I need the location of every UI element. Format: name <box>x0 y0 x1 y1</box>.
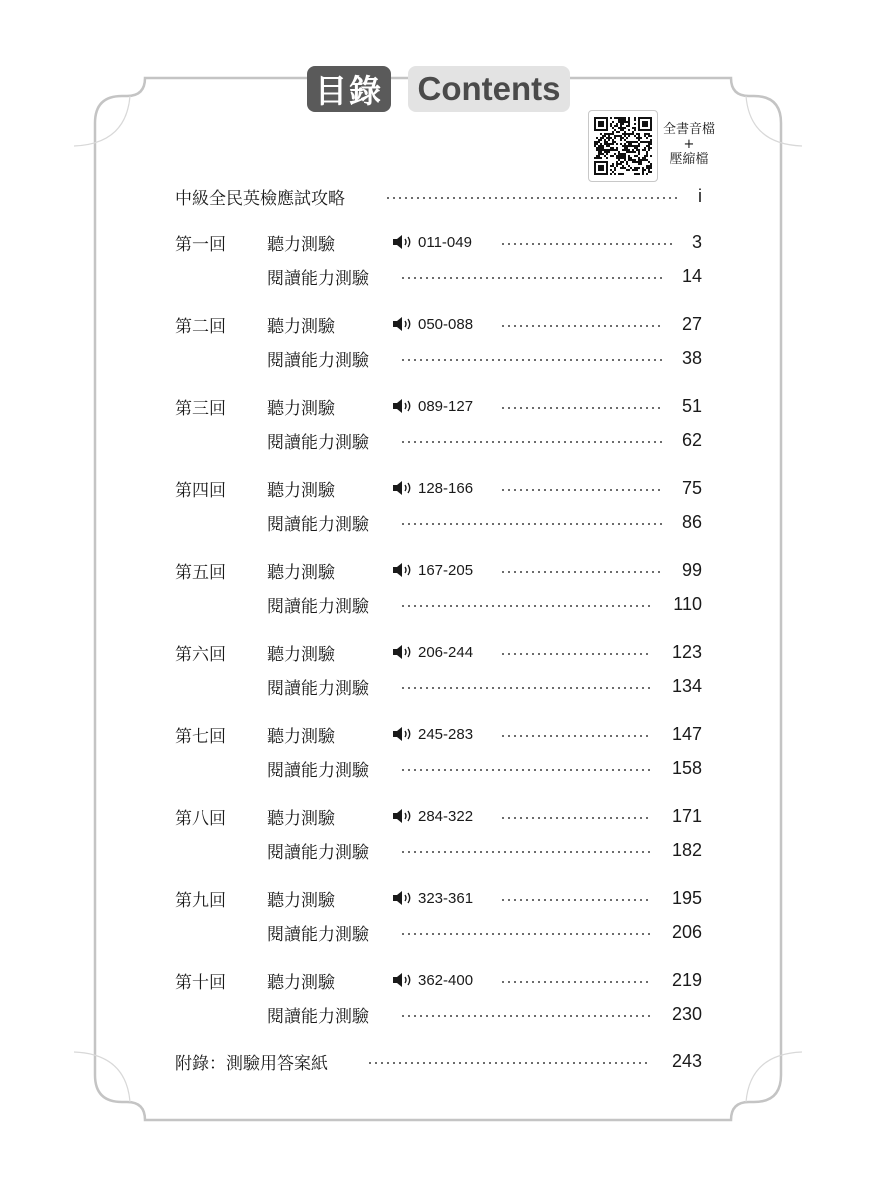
reading-label: 閱讀能力測驗 <box>267 596 369 617</box>
toc-entry-listening[interactable] <box>0 968 876 992</box>
listening-label: 聽力測驗 <box>267 562 335 583</box>
page-number: 99 <box>681 559 702 580</box>
toc-entry-reading[interactable] <box>0 756 876 780</box>
speaker-icon <box>392 562 414 578</box>
dot-leader <box>500 571 662 573</box>
audio-track-range <box>392 890 473 907</box>
toc-entry-listening[interactable] <box>0 394 876 418</box>
toc-entry-reading[interactable] <box>0 428 876 452</box>
audio-track-label: 089-127 <box>418 397 474 415</box>
page-number: 182 <box>671 839 702 860</box>
session-label: 第二回 <box>175 316 226 337</box>
dot-leader <box>400 769 650 771</box>
audio-track-range <box>392 234 472 251</box>
session-label: 第六回 <box>175 644 226 665</box>
page-number: i <box>698 185 702 206</box>
session-label: 第五回 <box>175 562 226 583</box>
qr-label-line-1: 全書音檔 <box>662 122 715 137</box>
speaker-icon <box>392 644 414 660</box>
listening-label: 聽力測驗 <box>267 234 335 255</box>
toc-entry-reading[interactable] <box>0 592 876 616</box>
toc-entry-listening[interactable] <box>0 886 876 910</box>
qr-code[interactable] <box>588 110 658 182</box>
speaker-icon <box>392 726 414 742</box>
reading-label: 閱讀能力測驗 <box>267 678 369 699</box>
audio-track-range <box>392 398 473 415</box>
listening-label: 聽力測驗 <box>267 316 335 337</box>
dot-leader <box>400 523 662 525</box>
audio-track-range <box>392 808 473 825</box>
toc-entry-listening[interactable] <box>0 558 876 582</box>
reading-label: 閱讀能力測驗 <box>267 924 369 945</box>
audio-track-range <box>392 644 473 661</box>
page-number: 51 <box>681 395 702 416</box>
toc-entry-listening[interactable] <box>0 804 876 828</box>
toc-entry-reading[interactable] <box>0 674 876 698</box>
listening-label: 聽力測驗 <box>267 726 335 747</box>
audio-track-range <box>392 562 473 579</box>
speaker-icon <box>392 972 414 988</box>
speaker-icon <box>392 808 414 824</box>
page-number: 147 <box>671 723 702 744</box>
qr-code-icon <box>594 117 652 175</box>
page-number: 3 <box>691 231 702 252</box>
audio-track-range <box>392 316 473 333</box>
qr-label <box>660 122 718 167</box>
toc-entry-appendix[interactable] <box>0 1049 876 1073</box>
page-number: 195 <box>671 887 702 908</box>
page-number: 27 <box>681 313 702 334</box>
session-label: 第九回 <box>175 890 226 911</box>
toc-entry-listening[interactable] <box>0 722 876 746</box>
qr-label-line-3: 壓縮檔 <box>669 152 709 167</box>
audio-track-label: 284-322 <box>418 807 474 825</box>
dot-leader <box>400 359 662 361</box>
dot-leader <box>500 489 662 491</box>
dot-leader <box>400 687 650 689</box>
listening-label: 聽力測驗 <box>267 808 335 829</box>
speaker-icon <box>392 234 414 250</box>
dot-leader <box>500 817 650 819</box>
dot-leader <box>367 1062 650 1064</box>
toc-entry-listening[interactable] <box>0 476 876 500</box>
session-label: 第十回 <box>175 972 226 993</box>
session-label: 第七回 <box>175 726 226 747</box>
page-number: 219 <box>671 969 702 990</box>
speaker-icon <box>392 398 414 414</box>
page-number: 86 <box>681 511 702 532</box>
session-label: 第一回 <box>175 234 226 255</box>
toc-entry-listening[interactable] <box>0 230 876 254</box>
listening-label: 聽力測驗 <box>267 398 335 419</box>
page-number: 38 <box>681 347 702 368</box>
toc-entry-listening[interactable] <box>0 312 876 336</box>
speaker-icon <box>392 316 414 332</box>
session-label: 第四回 <box>175 480 226 501</box>
dot-leader <box>400 277 662 279</box>
qr-label-line-2: + <box>683 137 695 152</box>
title-english: Contents <box>408 66 570 112</box>
audio-track-label: 206-244 <box>418 643 474 661</box>
reading-label: 閱讀能力測驗 <box>267 1006 369 1027</box>
reading-label: 閱讀能力測驗 <box>267 350 369 371</box>
audio-track-range <box>392 972 473 989</box>
dot-leader <box>400 933 650 935</box>
audio-track-label: 128-166 <box>418 479 474 497</box>
toc-entry-reading[interactable] <box>0 264 876 288</box>
audio-track-range <box>392 726 473 743</box>
dot-leader <box>500 981 650 983</box>
speaker-icon <box>392 480 414 496</box>
speaker-icon <box>392 890 414 906</box>
reading-label: 閱讀能力測驗 <box>267 432 369 453</box>
toc-entry-listening[interactable] <box>0 640 876 664</box>
reading-label: 閱讀能力測驗 <box>267 760 369 781</box>
toc-entry-reading[interactable] <box>0 838 876 862</box>
dot-leader <box>500 899 650 901</box>
page-number: 243 <box>671 1050 702 1071</box>
dot-leader <box>400 605 650 607</box>
page-number: 230 <box>671 1003 702 1024</box>
reading-label: 閱讀能力測驗 <box>267 842 369 863</box>
page-number: 75 <box>681 477 702 498</box>
appendix-label: 附錄：測驗用答案紙 <box>175 1053 328 1074</box>
listening-label: 聽力測驗 <box>267 890 335 911</box>
page-number: 171 <box>671 805 702 826</box>
dot-leader <box>385 197 678 199</box>
audio-track-label: 011-049 <box>418 233 472 251</box>
audio-track-label: 323-361 <box>418 889 474 907</box>
audio-track-label: 362-400 <box>418 971 474 989</box>
audio-track-range <box>392 480 473 497</box>
toc-entry-reading[interactable] <box>0 920 876 944</box>
page-number: 158 <box>671 757 702 778</box>
page-number: 110 <box>673 593 702 614</box>
dot-leader <box>400 1015 650 1017</box>
intro-label: 中級全民英檢應試攻略 <box>175 188 345 209</box>
dot-leader <box>500 653 650 655</box>
listening-label: 聽力測驗 <box>267 644 335 665</box>
audio-track-label: 050-088 <box>418 315 474 333</box>
listening-label: 聽力測驗 <box>267 972 335 993</box>
toc-entry-intro[interactable] <box>0 184 876 208</box>
dot-leader <box>500 325 662 327</box>
title-chinese: 目錄 <box>307 66 391 112</box>
listening-label: 聽力測驗 <box>267 480 335 501</box>
page-number: 134 <box>671 675 702 696</box>
toc-entry-reading[interactable] <box>0 346 876 370</box>
dot-leader <box>500 407 662 409</box>
dot-leader <box>500 243 672 245</box>
dot-leader <box>400 851 650 853</box>
page-number: 14 <box>681 265 702 286</box>
reading-label: 閱讀能力測驗 <box>267 514 369 535</box>
page-number: 123 <box>671 641 702 662</box>
session-label: 第三回 <box>175 398 226 419</box>
toc-entry-reading[interactable] <box>0 1002 876 1026</box>
audio-track-label: 167-205 <box>418 561 474 579</box>
reading-label: 閱讀能力測驗 <box>267 268 369 289</box>
session-label: 第八回 <box>175 808 226 829</box>
audio-track-label: 245-283 <box>418 725 474 743</box>
toc-entry-reading[interactable] <box>0 510 876 534</box>
dot-leader <box>500 735 650 737</box>
dot-leader <box>400 441 662 443</box>
page-number: 206 <box>671 921 702 942</box>
page-number: 62 <box>681 429 702 450</box>
